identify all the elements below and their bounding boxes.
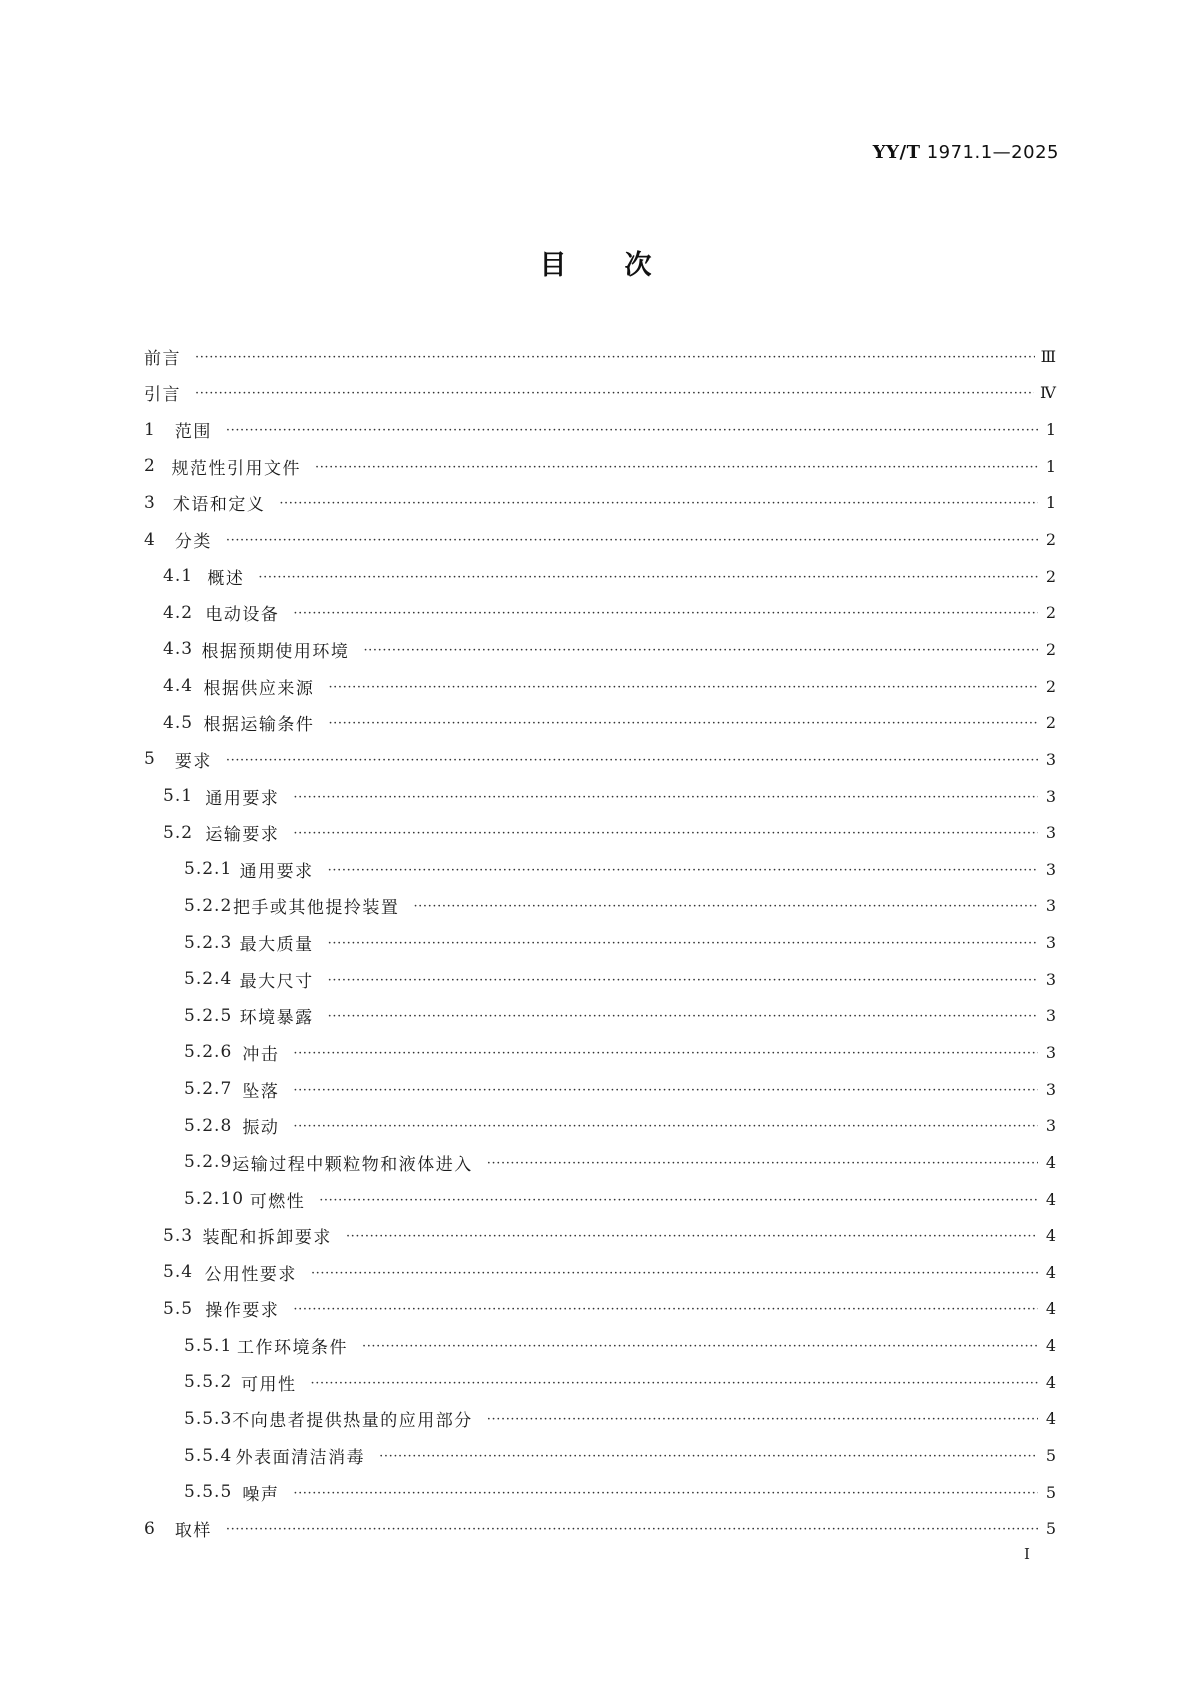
toc-entry-page: 3 xyxy=(1045,896,1056,916)
toc-entry[interactable] xyxy=(144,851,1056,888)
toc-entry-number: 5.3 xyxy=(163,1225,194,1246)
toc-entry-label: 外表面清洁消毒 xyxy=(235,1448,366,1469)
toc-entry-page: 3 xyxy=(1045,969,1056,989)
toc-entry-label: 坠落 xyxy=(242,1081,280,1102)
toc-entry[interactable] xyxy=(144,411,1056,448)
toc-entry[interactable] xyxy=(144,594,1056,631)
toc-entry[interactable] xyxy=(144,1511,1056,1548)
toc-leader-dots xyxy=(226,533,1038,548)
standard-number xyxy=(873,142,1059,163)
toc-leader-dots xyxy=(293,606,1038,621)
toc-entry-page: 3 xyxy=(1045,859,1056,879)
toc-entry-label: 最大质量 xyxy=(239,935,314,956)
toc-entry-label: 通用要求 xyxy=(239,861,314,882)
toc-entry[interactable] xyxy=(144,1401,1056,1438)
toc-entry-label: 振动 xyxy=(242,1118,280,1139)
toc-entry[interactable] xyxy=(144,1364,1056,1401)
toc-entry-number: 5.2.5 xyxy=(184,1005,233,1026)
toc-entry-page: 3 xyxy=(1045,933,1056,953)
toc-leader-dots xyxy=(226,753,1038,768)
toc-entry[interactable] xyxy=(144,704,1056,741)
toc-leader-dots xyxy=(328,716,1038,731)
toc-entry[interactable] xyxy=(144,631,1056,668)
toc-entry[interactable] xyxy=(144,1254,1056,1291)
toc-entry-page: 4 xyxy=(1045,1372,1056,1392)
toc-entry-page: 2 xyxy=(1045,713,1056,733)
toc-entry-page: 5 xyxy=(1045,1482,1056,1502)
toc-entry-page: 5 xyxy=(1045,1519,1056,1539)
toc-entry-page: 3 xyxy=(1045,1042,1056,1062)
toc-entry-label: 引言 xyxy=(144,385,181,406)
toc-entry-page: Ⅲ xyxy=(1040,346,1056,366)
toc-entry[interactable] xyxy=(144,888,1056,925)
toc-entry-label: 噪声 xyxy=(242,1484,280,1505)
toc-entry[interactable] xyxy=(144,961,1056,998)
toc-entry-number: 4.2 xyxy=(163,602,194,623)
toc-entry-number: 5.2.4 xyxy=(184,969,233,990)
toc-entry-label: 运输要求 xyxy=(205,825,280,846)
toc-entry-page: 4 xyxy=(1045,1299,1056,1319)
toc-entry-label: 运输过程中颗粒物和液体进入 xyxy=(232,1154,473,1175)
toc-entry-number: 5.5 xyxy=(163,1298,194,1319)
toc-entry-number: 5.2.8 xyxy=(184,1115,233,1136)
toc-entry[interactable] xyxy=(144,485,1056,522)
toc-leader-dots xyxy=(293,1046,1038,1061)
toc-entry-page: 4 xyxy=(1045,1152,1056,1172)
toc-leader-dots xyxy=(328,863,1038,878)
toc-entry-page: 3 xyxy=(1045,823,1056,843)
toc-entry-number: 5.5.2 xyxy=(184,1372,233,1393)
toc-leader-dots xyxy=(487,1156,1038,1171)
toc-entry[interactable] xyxy=(144,1217,1056,1254)
toc-entry[interactable] xyxy=(144,998,1056,1035)
toc-entry-label: 根据供应来源 xyxy=(203,678,315,699)
toc-entry-page: 4 xyxy=(1045,1189,1056,1209)
toc-leader-dots xyxy=(293,1302,1038,1317)
toc-entry-number: 5.5.5 xyxy=(184,1482,233,1503)
toc-entry-label: 分类 xyxy=(174,532,212,553)
toc-entry-page: 2 xyxy=(1045,639,1056,659)
toc-entry[interactable] xyxy=(144,778,1056,815)
toc-entry-page: 3 xyxy=(1045,786,1056,806)
toc-leader-dots xyxy=(293,1486,1038,1501)
toc-entry[interactable] xyxy=(144,558,1056,595)
toc-entry[interactable] xyxy=(144,814,1056,851)
toc-entry-label: 术语和定义 xyxy=(172,495,266,516)
toc-entry-page: 2 xyxy=(1045,566,1056,586)
toc-entry-label: 最大尺寸 xyxy=(239,971,314,992)
toc-entry[interactable] xyxy=(144,1181,1056,1218)
toc-entry-label: 把手或其他提拎装置 xyxy=(232,898,400,919)
toc-entry-page: 3 xyxy=(1045,1006,1056,1026)
toc-entry-page: 4 xyxy=(1045,1409,1056,1429)
toc-leader-dots xyxy=(328,936,1038,951)
toc-leader-dots xyxy=(311,1376,1039,1391)
toc-entry-label: 要求 xyxy=(174,751,212,772)
toc-leader-dots xyxy=(311,1266,1038,1281)
toc-entry-number: 5.2.3 xyxy=(184,932,233,953)
toc-entry[interactable] xyxy=(144,1474,1056,1511)
toc-entry-number: 4.3 xyxy=(163,639,194,660)
toc-entry[interactable] xyxy=(144,338,1056,375)
toc-entry-page: 4 xyxy=(1045,1226,1056,1246)
toc-entry-number: 1 xyxy=(144,419,156,440)
toc-leader-dots xyxy=(379,1449,1038,1464)
page-number: I xyxy=(1024,1545,1030,1563)
toc-entry[interactable] xyxy=(144,741,1056,778)
toc-entry[interactable] xyxy=(144,1144,1056,1181)
toc-entry-label: 通用要求 xyxy=(205,788,280,809)
toc-entry-page: 3 xyxy=(1045,1079,1056,1099)
toc-entry[interactable] xyxy=(144,1034,1056,1071)
toc-entry-label: 电动设备 xyxy=(205,605,280,626)
toc-entry-number: 5.2.1 xyxy=(184,859,233,880)
toc-leader-dots xyxy=(293,826,1038,841)
toc-entry-page: Ⅳ xyxy=(1040,383,1056,403)
toc-entry[interactable] xyxy=(144,1107,1056,1144)
toc-leader-dots xyxy=(328,680,1038,695)
toc-leader-dots xyxy=(328,973,1038,988)
toc-entry-page: 2 xyxy=(1045,603,1056,623)
toc-leader-dots xyxy=(293,790,1038,805)
toc-entry-page: 1 xyxy=(1045,420,1056,440)
toc-entry-number: 5.1 xyxy=(163,786,194,806)
toc-leader-dots xyxy=(315,460,1038,475)
toc-entry-number: 5.2.7 xyxy=(184,1079,233,1100)
toc-entry[interactable] xyxy=(144,668,1056,705)
toc-leader-dots xyxy=(279,496,1038,511)
toc-entry-page: 3 xyxy=(1045,1116,1056,1136)
toc-entry[interactable] xyxy=(144,448,1056,485)
toc-entry-number: 5.5.3 xyxy=(184,1408,233,1429)
toc-entry-label: 公用性要求 xyxy=(204,1264,297,1285)
toc-entry-number: 5.2 xyxy=(163,822,194,843)
toc-leader-dots xyxy=(293,1119,1038,1134)
toc-entry-label: 规范性引用文件 xyxy=(171,458,301,479)
toc-entry-label: 范围 xyxy=(174,422,212,443)
toc-entry-page: 1 xyxy=(1045,456,1056,476)
toc-entry-number: 4.4 xyxy=(163,676,194,697)
toc-entry-number: 4 xyxy=(144,529,156,550)
toc-entry[interactable] xyxy=(144,1327,1056,1364)
toc-entry-label: 工作环境条件 xyxy=(236,1338,348,1359)
toc-leader-dots xyxy=(195,350,1035,365)
toc-entry-label: 冲击 xyxy=(242,1044,280,1065)
toc-leader-dots xyxy=(362,1339,1038,1354)
toc-entry-number: 5.5.1 xyxy=(184,1335,233,1356)
toc-entry-page: 2 xyxy=(1045,676,1056,696)
toc-entry[interactable] xyxy=(144,1437,1056,1474)
toc-entry-label: 装配和拆卸要求 xyxy=(202,1228,332,1249)
toc-entry-number: 5.2.9 xyxy=(184,1152,233,1173)
toc-entry-number: 6 xyxy=(144,1518,156,1539)
toc-leader-dots xyxy=(319,1193,1038,1208)
toc-leader-dots xyxy=(226,1522,1038,1537)
toc-entry[interactable] xyxy=(144,521,1056,558)
toc-entry[interactable] xyxy=(144,1291,1056,1328)
toc-entry-label: 可燃性 xyxy=(249,1191,306,1212)
toc-leader-dots xyxy=(195,386,1034,401)
toc-entry-number: 5.5.4 xyxy=(184,1445,233,1466)
toc-entry-label: 前言 xyxy=(144,348,181,369)
toc-entry-label: 操作要求 xyxy=(205,1301,280,1322)
toc-entry-number: 5.2.6 xyxy=(184,1042,233,1063)
toc-entry-page: 3 xyxy=(1045,749,1056,769)
toc-entry-label: 取样 xyxy=(174,1521,212,1542)
toc-entry-label: 根据预期使用环境 xyxy=(201,641,350,662)
standard-code: 1971.1—2025 xyxy=(926,142,1059,163)
toc-entry[interactable] xyxy=(144,924,1056,961)
toc-leader-dots xyxy=(258,570,1038,585)
toc-entry-number: 4.1 xyxy=(163,566,194,587)
toc-entry-number: 5 xyxy=(144,749,156,770)
toc-entry-page: 4 xyxy=(1045,1262,1056,1282)
toc-entry-number: 5.2.2 xyxy=(184,895,233,916)
toc-leader-dots xyxy=(413,899,1038,914)
toc-entry[interactable] xyxy=(144,1071,1056,1108)
toc-leader-dots xyxy=(363,643,1038,658)
toc-leader-dots xyxy=(487,1412,1038,1427)
toc-entry-page: 5 xyxy=(1045,1446,1056,1466)
table-of-contents xyxy=(144,338,1056,1547)
toc-entry-label: 概述 xyxy=(207,568,245,589)
toc-entry-number: 2 xyxy=(144,456,156,477)
toc-entry-number: 5.2.10 xyxy=(184,1189,245,1210)
toc-entry-label: 根据运输条件 xyxy=(203,715,315,736)
toc-leader-dots xyxy=(226,423,1038,438)
toc-entry-number: 5.4 xyxy=(163,1262,194,1283)
toc-leader-dots xyxy=(293,1083,1038,1098)
toc-entry-label: 不向患者提供热量的应用部分 xyxy=(232,1411,473,1432)
toc-entry-page: 4 xyxy=(1045,1336,1056,1356)
toc-entry-page: 1 xyxy=(1045,493,1056,513)
toc-entry-label: 可用性 xyxy=(241,1374,297,1395)
toc-leader-dots xyxy=(346,1229,1038,1244)
standard-prefix: YY/T xyxy=(872,142,921,163)
toc-entry-number: 3 xyxy=(144,492,156,513)
toc-entry-page: 2 xyxy=(1045,530,1056,550)
toc-entry-label: 环境暴露 xyxy=(239,1008,314,1029)
toc-entry[interactable] xyxy=(144,375,1056,412)
toc-entry-number: 4.5 xyxy=(163,712,194,733)
toc-title: 目次 xyxy=(539,250,710,281)
toc-leader-dots xyxy=(328,1009,1038,1024)
